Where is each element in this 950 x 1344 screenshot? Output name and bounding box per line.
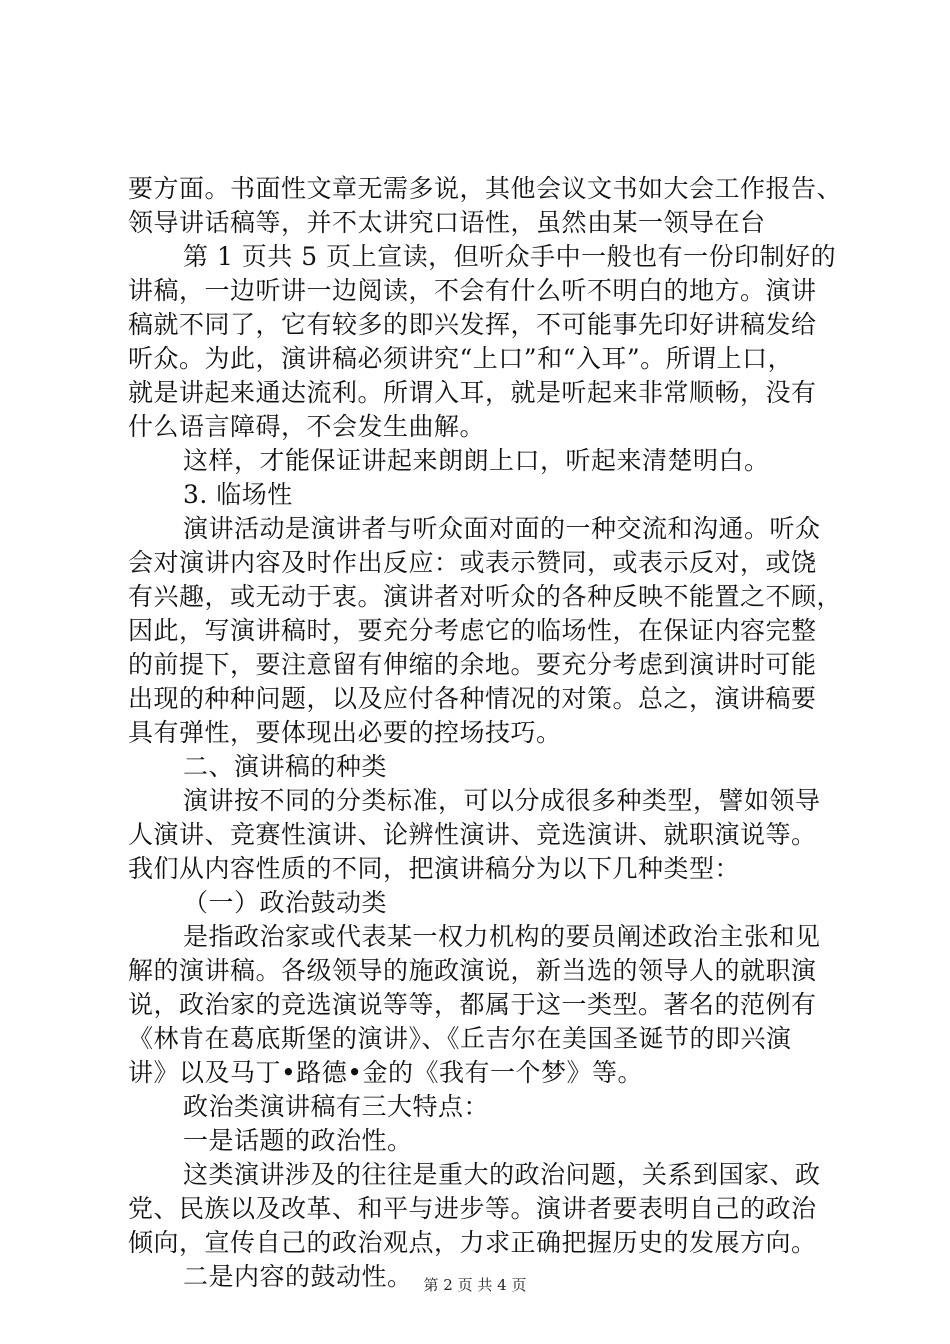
text-line: 讲》以及马丁•路德•金的《我有一个梦》等。 (128, 1058, 643, 1087)
text-line: 要方面。书面性文章无需多说，其他会议文书如大会工作报告、 (128, 174, 843, 203)
text-line: 什么语言障碍，不会发生曲解。 (128, 412, 486, 441)
text-line: 因此，写演讲稿时，要充分考虑它的临场性，在保证内容完整 (128, 616, 817, 645)
text-line: 这类演讲涉及的往往是重大的政治问题，关系到国家、政 (183, 1160, 821, 1189)
section-heading: 3. 临场性 (183, 480, 293, 509)
text-line: 具有弹性，要体现出必要的控场技巧。 (128, 718, 562, 747)
text-line: 讲稿，一边听讲一边阅读，不会有什么听不明白的地方。演讲 (128, 276, 817, 305)
text-line: 领导讲话稿等，并不太讲究口语性，虽然由某一领导在台 (128, 208, 766, 237)
text-line: 政治类演讲稿有三大特点： (183, 1092, 490, 1121)
text-line: 的前提下，要注意留有伸缩的余地。要充分考虑到演讲时可能 (128, 650, 817, 679)
text-line: 《林肯在葛底斯堡的演讲》、《丘吉尔在美国圣诞节的即兴演 (128, 1024, 792, 1053)
section-heading: 二、演讲稿的种类 (183, 752, 388, 781)
section-heading: （一）政治鼓动类 (183, 888, 388, 917)
text-line: 二是内容的鼓动性。 (183, 1262, 413, 1291)
text-line: 倾向，宣传自己的政治观点，力求正确把握历史的发展方向。 (128, 1228, 817, 1257)
text-line: 会对演讲内容及时作出反应：或表示赞同，或表示反对，或饶 (128, 548, 817, 577)
text-line: 说，政治家的竞选演说等等，都属于这一类型。著名的范例有 (128, 990, 817, 1019)
text-line: 稿就不同了，它有较多的即兴发挥，不可能事先印好讲稿发给 (128, 310, 817, 339)
text-line: 就是讲起来通达流利。所谓入耳，就是听起来非常顺畅，没有 (128, 378, 817, 407)
text-line: 演讲按不同的分类标准，可以分成很多种类型，譬如领导 (183, 786, 821, 815)
text-line: 人演讲、竞赛性演讲、论辨性演讲、竞选演讲、就职演说等。 (128, 820, 817, 849)
text-line: 解的演讲稿。各级领导的施政演说，新当选的领导人的就职演 (128, 956, 817, 985)
text-line: 是指政治家或代表某一权力机构的要员阐述政治主张和见 (183, 922, 821, 951)
text-line: 演讲活动是演讲者与听众面对面的一种交流和沟通。听众 (183, 514, 821, 543)
text-line: 这样，才能保证讲起来朗朗上口，听起来清楚明白。 (183, 446, 770, 475)
text-line: 我们从内容性质的不同，把演讲稿分为以下几种类型： (128, 854, 741, 883)
page-footer (0, 1275, 950, 1295)
text-line: 有兴趣，或无动于衷。演讲者对听众的各种反映不能置之不顾， (128, 582, 843, 611)
text-line: 一是话题的政治性。 (183, 1126, 413, 1155)
text-line: 听众。为此，演讲稿必须讲究“上口”和“入耳”。所谓上口， (128, 344, 794, 373)
page-number-label: 第 2 页 共 4 页 (423, 1276, 527, 1294)
document-body (128, 172, 843, 1294)
text-line: 党、民族以及改革、和平与进步等。演讲者要表明自己的政治 (128, 1194, 817, 1223)
text-line: 出现的种种问题，以及应付各种情况的对策。总之，演讲稿要 (128, 684, 817, 713)
text-line: 第 1 页共 5 页上宣读，但听众手中一般也有一份印制好的 (183, 242, 837, 271)
